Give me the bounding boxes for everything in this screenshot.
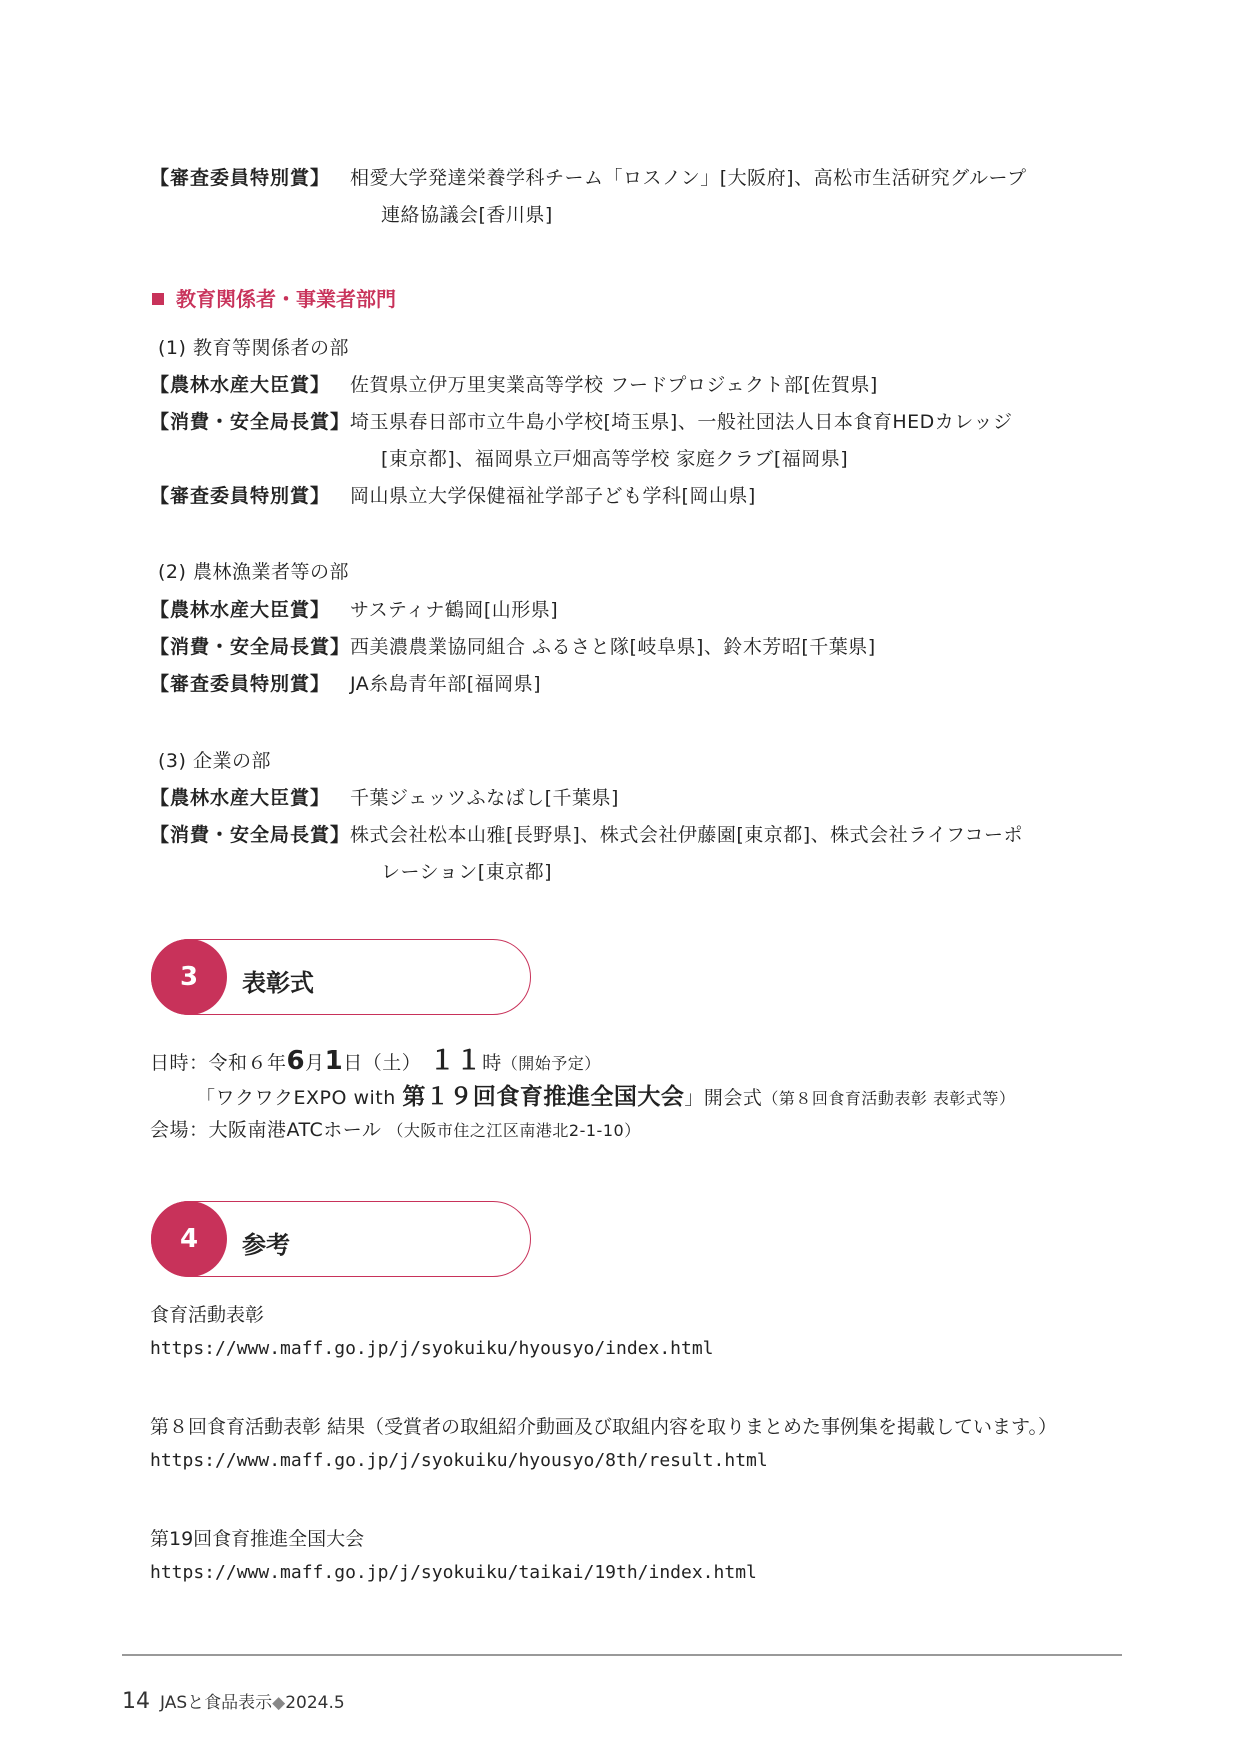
reference-title: 第19回食育推進全国大会 bbox=[150, 1528, 365, 1550]
issue-date: 2024.5 bbox=[285, 1693, 345, 1713]
date-era: 令和６年 bbox=[208, 1052, 287, 1074]
reference-link[interactable]: https://www.maff.go.jp/j/syokuiku/hyousyo/8th/result.html bbox=[150, 1450, 768, 1471]
award-label: 【消費・安全局長賞】 bbox=[150, 411, 351, 433]
award-text: サスティナ鶴岡[山形県] bbox=[350, 599, 559, 621]
section-4-number: 4 bbox=[151, 1201, 227, 1277]
award-row bbox=[150, 783, 619, 810]
reference-title: 第８回食育活動表彰 結果（受賞者の取組紹介動画及び取組内容を取りまとめた事例集を掲載しています。） bbox=[150, 1416, 1058, 1438]
award-row bbox=[150, 595, 558, 622]
award-row-continued bbox=[381, 857, 552, 884]
award-row bbox=[150, 669, 541, 696]
award-text: 相愛大学発達栄養学科チーム「ロスノン」[大阪府]、高松市生活研究グループ bbox=[350, 167, 1027, 189]
subsection-heading: (3) 企業の部 bbox=[158, 750, 271, 772]
award-text: 埼玉県春日部市立牛島小学校[埼玉県]、一般社団法人日本食育HEDカレッジ bbox=[350, 411, 1013, 433]
award-label: 【審査委員特別賞】 bbox=[150, 167, 331, 189]
venue-label: 会場： bbox=[150, 1119, 209, 1141]
award-label: 【審査委員特別賞】 bbox=[150, 485, 331, 507]
event-title: 第１９回食育推進全国大会 bbox=[402, 1084, 685, 1110]
event-venue bbox=[150, 1115, 641, 1142]
award-label: 【農林水産大臣賞】 bbox=[150, 599, 331, 621]
award-row bbox=[150, 370, 878, 397]
event-prefix: 「ワクワクEXPO with bbox=[196, 1087, 403, 1109]
venue-address: （大阪市住之江区南港北2-1-10） bbox=[387, 1121, 641, 1140]
event-suffix: 」開会式 bbox=[684, 1087, 763, 1109]
award-text: 佐賀県立伊万里実業高等学校 フードプロジェクト部[佐賀県] bbox=[350, 374, 878, 396]
award-row bbox=[150, 632, 876, 659]
award-row-continued bbox=[381, 444, 848, 471]
page-number: 14 bbox=[122, 1689, 150, 1714]
award-label: 【消費・安全局長賞】 bbox=[150, 636, 351, 658]
footer-divider bbox=[122, 1654, 1122, 1656]
award-text: JA糸島青年部[福岡県] bbox=[350, 673, 542, 695]
award-label: 【消費・安全局長賞】 bbox=[150, 824, 351, 846]
award-text: 西美濃農業協同組合 ふるさと隊[岐阜県]、鈴木芳昭[千葉県] bbox=[350, 636, 876, 658]
reference-title: 食育活動表彰 bbox=[150, 1304, 265, 1326]
department-title: 教育関係者・事業者部門 bbox=[176, 287, 396, 311]
award-text: 千葉ジェッツふなばし[千葉県] bbox=[350, 787, 619, 809]
award-text: レーション[東京都] bbox=[381, 861, 553, 883]
date-label: 日時： bbox=[150, 1052, 209, 1074]
subsection-heading: (1) 教育等関係者の部 bbox=[158, 337, 349, 359]
award-row bbox=[150, 481, 756, 508]
department-heading bbox=[152, 283, 396, 312]
section-3-title: 表彰式 bbox=[242, 969, 314, 997]
award-text: 連絡協議会[香川県] bbox=[381, 204, 553, 226]
award-row bbox=[150, 163, 1027, 190]
publication-name: JASと食品表示 bbox=[160, 1693, 273, 1713]
date-month-unit: 月 bbox=[305, 1052, 325, 1074]
page-footer bbox=[122, 1688, 345, 1714]
date-note: （開始予定） bbox=[501, 1054, 601, 1073]
award-row-continued bbox=[381, 200, 553, 227]
section-3-number: 3 bbox=[151, 939, 227, 1015]
award-text: 株式会社松本山雅[長野県]、株式会社伊藤園[東京都]、株式会社ライフコーポ bbox=[350, 824, 1024, 846]
section-4-title: 参考 bbox=[242, 1231, 290, 1259]
date-month: 6 bbox=[286, 1046, 306, 1076]
award-text: [東京都]、福岡県立戸畑高等学校 家庭クラブ[福岡県] bbox=[381, 448, 849, 470]
diamond-icon: ◆ bbox=[272, 1693, 286, 1713]
date-hour-unit: 時 bbox=[482, 1052, 502, 1074]
award-label: 【農林水産大臣賞】 bbox=[150, 787, 331, 809]
award-row bbox=[150, 820, 1023, 847]
square-bullet-icon bbox=[152, 293, 164, 305]
event-name bbox=[196, 1078, 1015, 1111]
award-text: 岡山県立大学保健福祉学部子ども学科[岡山県] bbox=[350, 485, 756, 507]
award-label: 【審査委員特別賞】 bbox=[150, 673, 331, 695]
date-hour: １１ bbox=[429, 1046, 483, 1076]
date-day-unit: 日（土） bbox=[343, 1052, 422, 1074]
event-note: （第８回食育活動表彰 表彰式等） bbox=[762, 1089, 1016, 1108]
award-row bbox=[150, 407, 1013, 434]
reference-link[interactable]: https://www.maff.go.jp/j/syokuiku/taikai/19th/index.html bbox=[150, 1562, 757, 1583]
reference-link[interactable]: https://www.maff.go.jp/j/syokuiku/hyousyo/index.html bbox=[150, 1338, 714, 1359]
date-day: 1 bbox=[324, 1046, 344, 1076]
event-date bbox=[150, 1040, 601, 1077]
award-label: 【農林水産大臣賞】 bbox=[150, 374, 331, 396]
subsection-heading: (2) 農林漁業者等の部 bbox=[158, 561, 349, 583]
venue-name: 大阪南港ATCホール bbox=[208, 1119, 382, 1141]
